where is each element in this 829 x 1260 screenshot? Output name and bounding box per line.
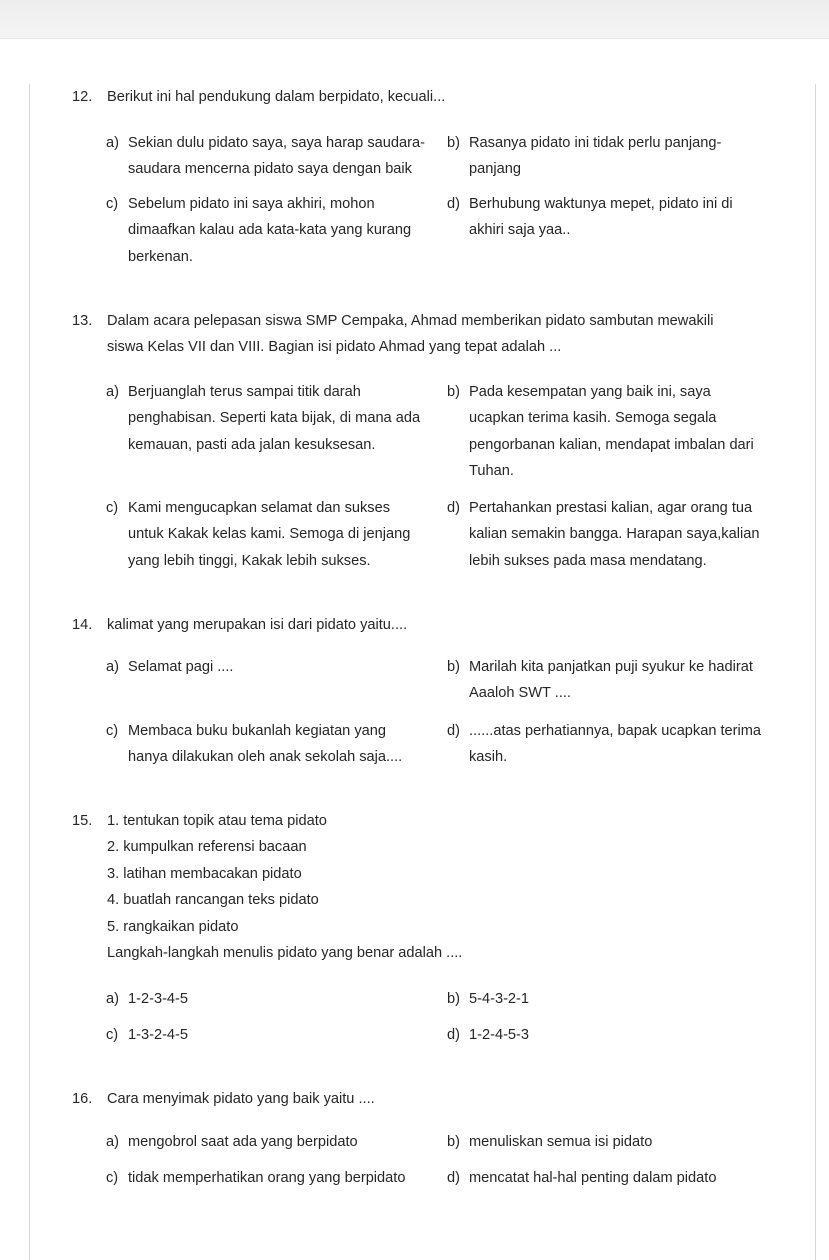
question-text xyxy=(107,808,777,966)
option-letter: b) xyxy=(447,659,460,675)
option-line: ucapkan terima kasih. Semoga segala xyxy=(469,410,717,427)
option-line: Sebelum pidato ini saya akhiri, mohon xyxy=(128,196,375,212)
question-number: 14. xyxy=(72,617,93,633)
option-line: Membaca buku bukanlah kegiatan yang xyxy=(128,723,386,739)
option-letter: c) xyxy=(106,723,119,739)
option-letter: c) xyxy=(106,1027,119,1043)
page-border-right xyxy=(815,84,816,1260)
option-line: mengobrol saat ada yang berpidato xyxy=(128,1134,358,1150)
option-line: saudara mencerna pidato saya dengan baik xyxy=(128,161,412,178)
option-line: 1-3-2-4-5 xyxy=(128,1027,189,1043)
option-line: kasih. xyxy=(469,749,508,766)
option-letter: a) xyxy=(106,991,119,1007)
option-line: mencatat hal-hal penting dalam pidato xyxy=(469,1170,717,1186)
option-letter: a) xyxy=(106,135,119,151)
option-letter: b) xyxy=(447,1134,460,1150)
option-letter: a) xyxy=(106,659,119,675)
option-line: kalian semakin bangga. Harapan saya,kalian xyxy=(469,526,760,543)
option-line: kemauan, pasti ada jalan kesuksesan. xyxy=(128,436,376,453)
question-text xyxy=(107,612,777,638)
question-text-line: 1. tentukan topik atau tema pidato xyxy=(107,813,327,829)
option-letter: b) xyxy=(447,384,460,400)
option-line: 1-2-4-5-3 xyxy=(469,1027,530,1043)
question-text-line: 5. rangkaikan pidato xyxy=(107,918,239,935)
question-text-line: siswa Kelas VII dan VIII. Bagian isi pidato Ahmad yang tepat adalah ... xyxy=(107,339,562,356)
option-line: ......atas perhatiannya, bapak ucapkan terima xyxy=(469,723,762,739)
option-letter: d) xyxy=(447,1170,460,1186)
option-line: panjang xyxy=(469,161,521,178)
option-letter: a) xyxy=(106,384,119,400)
page-border-left xyxy=(29,84,30,1260)
option-line: Sekian dulu pidato saya, saya harap saudara- xyxy=(128,135,425,151)
question-text-line: 3. latihan membacakan pidato xyxy=(107,865,302,882)
question-text-line: Dalam acara pelepasan siswa SMP Cempaka, Ahmad memberikan pidato sambutan mewakili xyxy=(107,313,714,329)
question-text xyxy=(107,308,777,361)
question-text-line: 2. kumpulkan referensi bacaan xyxy=(107,839,307,856)
option-line: lebih sukses pada masa mendatang. xyxy=(469,552,707,569)
option-letter: d) xyxy=(447,1027,460,1043)
option-letter: b) xyxy=(447,991,460,1007)
option-line: Aaaloh SWT .... xyxy=(469,685,571,702)
option-line: Berjuanglah terus sampai titik darah xyxy=(128,384,361,400)
option-line: dimaafkan kalau ada kata-kata yang kurang xyxy=(128,222,412,239)
question-text-line: Cara menyimak pidato yang baik yaitu .... xyxy=(107,1091,375,1107)
browser-top-bar xyxy=(0,0,829,39)
option-line: pengorbanan kalian, mendapat imbalan dari xyxy=(469,436,754,453)
option-line: Rasanya pidato ini tidak perlu panjang- xyxy=(469,135,722,151)
option-line: penghabisan. Seperti kata bijak, di mana ada xyxy=(128,410,421,427)
question-text-line: kalimat yang merupakan isi dari pidato yaitu.... xyxy=(107,617,408,633)
option-line: Pertahankan prestasi kalian, agar orang tua xyxy=(469,500,753,516)
question-text xyxy=(107,1086,777,1112)
option-line: Selamat pagi .... xyxy=(128,659,234,675)
option-line: tidak memperhatikan orang yang berpidato xyxy=(128,1170,406,1186)
option-line: Marilah kita panjatkan puji syukur ke hadirat xyxy=(469,659,753,675)
question-text-line: 4. buatlah rancangan teks pidato xyxy=(107,892,319,909)
question-text-line: Berikut ini hal pendukung dalam berpidato, kecuali... xyxy=(107,89,446,105)
option-line: berkenan. xyxy=(128,248,193,265)
option-letter: d) xyxy=(447,196,460,212)
option-line: yang lebih tinggi, Kakak lebih sukses. xyxy=(128,552,371,569)
option-line: Kami mengucapkan selamat dan sukses xyxy=(128,500,391,516)
option-letter: c) xyxy=(106,1170,119,1186)
option-letter: d) xyxy=(447,500,460,516)
option-letter: a) xyxy=(106,1134,119,1150)
question-text-line: Langkah-langkah menulis pidato yang benar adalah .... xyxy=(107,945,463,962)
option-line: untuk Kakak kelas kami. Semoga di jenjang xyxy=(128,526,411,543)
option-letter: b) xyxy=(447,135,460,151)
option-line: hanya dilakukan oleh anak sekolah saja.... xyxy=(128,749,403,766)
question-number: 16. xyxy=(72,1091,93,1107)
question-text xyxy=(107,84,777,110)
option-line: Tuhan. xyxy=(469,463,514,480)
option-line: menuliskan semua isi pidato xyxy=(469,1134,653,1150)
option-line: Pada kesempatan yang baik ini, saya xyxy=(469,384,711,400)
option-line: 1-2-3-4-5 xyxy=(128,991,189,1007)
option-letter: c) xyxy=(106,500,119,516)
option-line: Berhubung waktunya mepet, pidato ini di xyxy=(469,196,733,212)
question-number: 15. xyxy=(72,813,93,829)
option-line: 5-4-3-2-1 xyxy=(469,991,530,1007)
option-line: akhiri saja yaa.. xyxy=(469,222,571,239)
option-letter: d) xyxy=(447,723,460,739)
question-number: 13. xyxy=(72,313,93,329)
question-number: 12. xyxy=(72,89,93,105)
option-letter: c) xyxy=(106,196,119,212)
